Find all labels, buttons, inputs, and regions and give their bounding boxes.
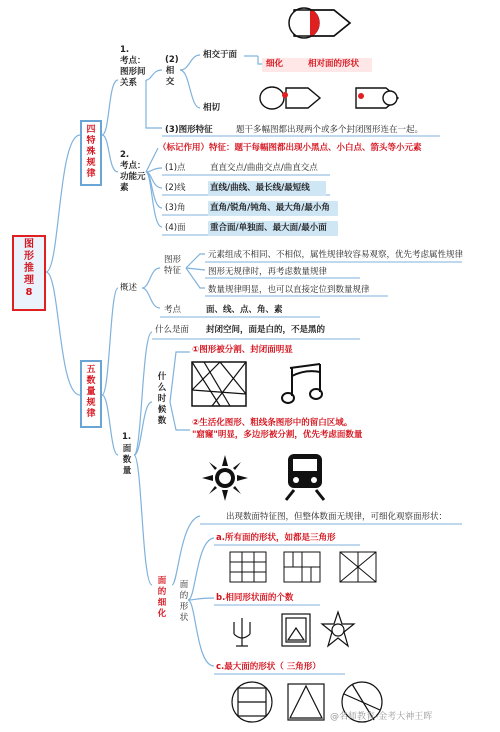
item3-detail: 题干多幅图都出现两个或多个封闭图形连在一起。	[236, 125, 424, 135]
watermark-text: @名师教育-金考大神王晖	[330, 712, 433, 722]
kaodian2-label: 考点：功能元素	[120, 161, 146, 193]
mark-note: （标记作用）特征：题干每幅图都出现小黑点、小白点、箭头等小元素	[158, 143, 422, 153]
root-title: 图形推理8	[24, 239, 34, 298]
branch-five-box	[80, 360, 102, 428]
item2-label: 相交	[165, 66, 175, 87]
when-2b: "窟窿"明显，多边形被分割，优先考虑面数量	[192, 430, 363, 440]
row2-num: (2)线	[165, 183, 186, 193]
overlap-shape-figure	[282, 4, 356, 42]
cross-face-detail-a: 细化	[266, 59, 284, 69]
refine-b: b.相同形状面的个数	[216, 593, 294, 603]
kaodian-items: 面、线、点、角、素	[206, 305, 283, 315]
tangent-label: 相切	[203, 103, 221, 113]
item3-label: (3)图形特征	[165, 125, 213, 135]
row4-text: 重合面/单独面、最大面/最小面	[210, 223, 327, 233]
branch-four-box	[80, 120, 102, 186]
grid-figures	[228, 548, 388, 588]
sun-figure	[200, 453, 250, 503]
face-count-label: 面数量	[122, 444, 132, 476]
kaodian2-num: 2.	[120, 150, 130, 160]
refine-c: c.最大面的形状（ 三角形）	[216, 662, 321, 672]
cross-face-detail-b: 相对面的形状	[308, 59, 360, 69]
feature-line-1: 元素组成不相同、不相似，属性规律较容易观察，优先考虑属性规律	[208, 250, 464, 260]
row2-text: 直线/曲线、最长线/最短线	[210, 183, 310, 193]
branch-four-title: 四特殊规律	[86, 125, 96, 179]
when-label: 什么时候数	[157, 372, 167, 426]
what-is-face-detail: 封闭空间，面是白的，不是黑的	[206, 325, 326, 335]
divided-rectangle-figure	[190, 360, 250, 410]
refine-a: a.所有面的形状，如都是三角形	[216, 533, 336, 543]
feature-line-2: 图形无规律时，再考虑数量规律	[208, 267, 328, 277]
row4-num: (4)面	[165, 223, 186, 233]
what-is-face: 什么是面	[155, 325, 190, 335]
item2-num: (2)	[165, 55, 179, 65]
figure-feature-label: 图形特征	[164, 255, 182, 276]
train-figure	[282, 450, 328, 502]
row3-text: 直角/锐角/钝角、最大角/最小角	[210, 203, 330, 213]
tangent-shape-2	[350, 82, 410, 112]
kaodian1-label: 考点：图形间关系	[120, 56, 146, 88]
tangent-shape-1	[258, 84, 328, 114]
refine-shape-label: 面的形状	[179, 580, 189, 623]
kaodian-label: 考点	[164, 305, 182, 315]
cross-face-label: 相交于面	[203, 50, 238, 60]
overview-label: 概述	[120, 283, 138, 293]
refine-label: 面的细化	[157, 576, 167, 619]
root-node	[12, 235, 46, 311]
feature-line-3: 数量规律明显，也可以直接定位到数量规律	[208, 285, 370, 295]
branch-five-title: 五数量规律	[86, 365, 96, 419]
row1-num: (1)点	[165, 163, 186, 173]
row3-num: (3)角	[165, 203, 186, 213]
kaodian1-num: 1.	[120, 45, 130, 55]
when-2a: ②生活化图形、粗线条图形中的留白区域。	[192, 418, 353, 428]
refine-intro: 出现数面特征图，但整体数面无规律，可细化观察面形状：	[226, 512, 448, 522]
row1-text: 直直交点/曲曲交点/曲直交点	[210, 163, 318, 173]
when-1: ①图形被分割、封闭面明显	[192, 345, 293, 355]
count-figures	[228, 608, 368, 652]
music-note-figure	[280, 362, 330, 408]
face-count-num: 1.	[122, 432, 132, 442]
